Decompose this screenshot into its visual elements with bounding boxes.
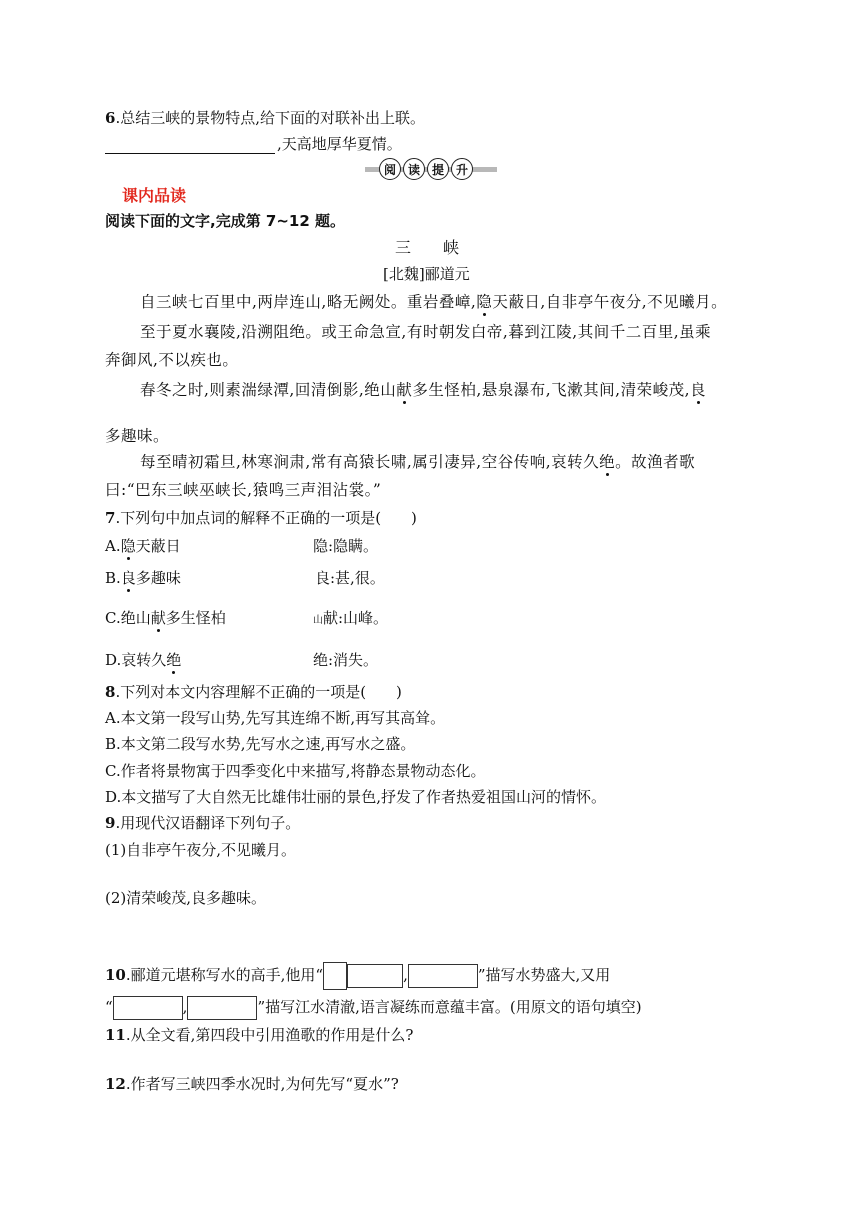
question-9 xyxy=(105,813,300,833)
answer-box[interactable] xyxy=(347,964,403,988)
question-text: ”描写水势盛大,又用 xyxy=(477,966,611,984)
p3-part: 多生怪柏,悬泉瀑布,飞漱其间,清荣峻茂, xyxy=(412,381,691,399)
question-text: .下列对本文内容理解不正确的一项是( ) xyxy=(115,683,402,701)
answer-box[interactable] xyxy=(408,964,478,988)
dotted-char: 隐 xyxy=(120,537,136,555)
p3-part: 春冬之时,则素湍绿潭,回清倒影,绝山 xyxy=(140,381,397,399)
question-text: .总结三峡的景物特点,给下面的对联补出上联。 xyxy=(115,109,425,127)
question-text: .下列句中加点词的解释不正确的一项是( ) xyxy=(115,509,417,527)
option-label-rest: 多趣味 xyxy=(135,569,181,587)
question-text: “ xyxy=(105,998,113,1016)
dotted-char: 隐 xyxy=(476,293,493,311)
banner-char: 升 xyxy=(451,158,473,180)
option-a[interactable]: A.本文第一段写山势,先写其连绵不断,再写其高耸。 xyxy=(105,709,446,727)
dotted-char: 献 xyxy=(150,609,166,627)
option-label: D.哀转久 xyxy=(105,651,167,669)
option-c-gloss xyxy=(313,608,388,631)
option-b[interactable]: B.本文第二段写水势,先写水之速,再写水之盛。 xyxy=(105,735,416,753)
question-number: 6 xyxy=(105,109,116,127)
question-7 xyxy=(105,508,417,528)
dotted-char: 良 xyxy=(690,381,707,399)
question-text: .郦道元堪称写水的高手,他用“ xyxy=(125,966,324,984)
question-10-cont: “ , ”描写江水清澈,语言凝练而意蕴丰富。(用原文的语句填空) xyxy=(105,992,642,1022)
small-char: 山 xyxy=(313,615,323,626)
question-8 xyxy=(105,682,402,702)
option-a-gloss: 隐:隐瞒。 xyxy=(313,537,379,555)
question-12 xyxy=(105,1074,399,1094)
question-number: 10 xyxy=(105,966,126,984)
p1-part: 自三峡七百里中,两岸连山,略无阙处。重岩叠嶂, xyxy=(140,293,477,311)
question-number: 9 xyxy=(105,814,116,832)
question-6 xyxy=(105,108,425,128)
option-a[interactable] xyxy=(105,536,181,556)
question-number: 11 xyxy=(105,1026,126,1044)
translation-item-2: (2)清荣峻茂,良多趣味。 xyxy=(105,889,267,907)
option-label: C.绝山 xyxy=(105,609,151,627)
answer-box[interactable] xyxy=(113,996,183,1020)
dotted-char: 绝 xyxy=(599,453,616,471)
option-c[interactable] xyxy=(105,608,226,628)
question-6-answer xyxy=(105,134,402,154)
option-c[interactable]: C.作者将景物寓于四季变化中来描写,将静态景物动态化。 xyxy=(105,762,486,780)
passage-author: [北魏]郦道元 xyxy=(383,265,470,283)
question-text: .用现代汉语翻译下列句子。 xyxy=(115,814,301,832)
reading-improvement-banner xyxy=(365,158,497,180)
passage-paragraph-1 xyxy=(140,292,727,312)
question-11 xyxy=(105,1025,413,1045)
passage-paragraph-2-cont: 奔御风,不以疾也。 xyxy=(105,351,239,369)
passage-paragraph-3-cont: 多趣味。 xyxy=(105,427,170,445)
dotted-char: 献 xyxy=(396,381,413,399)
question-text: ”描写江水清澈,语言凝练而意蕴丰富。(用原文的语句填空) xyxy=(257,998,642,1016)
answer-tail: ,天高地厚华夏情。 xyxy=(277,135,402,153)
question-10: 10.郦道元堪称写水的高手,他用“ , ”描写水势盛大,又用 xyxy=(105,960,610,990)
instruction: 阅读下面的文字,完成第 7~12 题。 xyxy=(105,212,346,230)
passage-paragraph-4-cont: 曰:“巴东三峡巫峡长,猿鸣三声泪沾裳。” xyxy=(105,481,382,499)
option-d[interactable] xyxy=(105,650,181,670)
option-d-gloss: 绝:消失。 xyxy=(313,651,379,669)
question-number: 8 xyxy=(105,683,116,701)
passage-paragraph-4 xyxy=(140,452,695,472)
banner-char: 阅 xyxy=(379,158,401,180)
option-b-gloss: 良:甚,很。 xyxy=(315,569,385,587)
option-label-rest: 天蔽日 xyxy=(135,537,181,555)
question-text: .从全文看,第四段中引用渔歌的作用是什么? xyxy=(125,1026,414,1044)
question-number: 7 xyxy=(105,509,116,527)
option-label: A. xyxy=(105,537,121,555)
p4-part: 每至晴初霜旦,林寒涧肃,常有高猿长啸,属引凄异,空谷传响,哀转久 xyxy=(140,453,600,471)
answer-box[interactable] xyxy=(187,996,257,1020)
dotted-char: 良 xyxy=(120,569,136,587)
answer-box[interactable] xyxy=(323,962,347,990)
translation-item-1: (1)自非亭午夜分,不见曦月。 xyxy=(105,841,297,859)
option-b[interactable] xyxy=(105,568,181,588)
gloss-text: 献:山峰。 xyxy=(323,609,389,627)
p1-part: 天蔽日,自非亭午夜分,不见曦月。 xyxy=(492,293,728,311)
passage-paragraph-3 xyxy=(140,380,706,400)
passage-paragraph-2: 至于夏水襄陵,沿溯阻绝。或王命急宣,有时朝发白帝,暮到江陵,其间千二百里,虽乘 xyxy=(140,323,712,341)
option-label: B. xyxy=(105,569,121,587)
option-d[interactable]: D.本文描写了大自然无比雄伟壮丽的景色,抒发了作者热爱祖国山河的情怀。 xyxy=(105,788,607,806)
banner-char: 读 xyxy=(403,158,425,180)
option-label-rest: 多生怪柏 xyxy=(165,609,226,627)
question-text: .作者写三峡四季水况时,为何先写“夏水”? xyxy=(125,1075,399,1093)
dotted-char: 绝 xyxy=(166,651,182,669)
passage-title: 三 峡 xyxy=(395,238,460,257)
question-number: 12 xyxy=(105,1075,126,1093)
answer-blank[interactable] xyxy=(105,137,275,154)
banner-char: 提 xyxy=(427,158,449,180)
section-title: 课内品读 xyxy=(122,186,187,205)
p4-part: 。故渔者歌 xyxy=(615,453,696,471)
